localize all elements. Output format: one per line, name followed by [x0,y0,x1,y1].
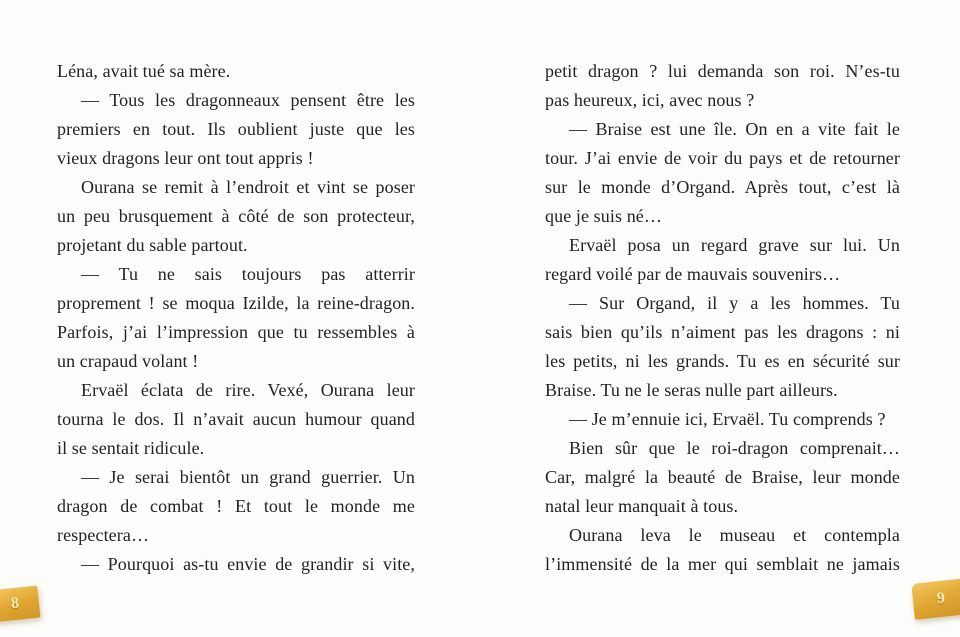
text-line: il se sentait ridicule. [57,438,205,458]
text-line: Braise. Tu ne le seras nulle part ailleurs. [545,380,838,400]
text-line: un crapaud volant ! [57,351,199,371]
page-right-text-column [545,57,900,579]
text-line: que je suis né… [545,206,662,226]
text-line: — Sur Organd, il y a les hommes. Tu [569,293,900,313]
page-number-badge-right [911,578,960,620]
text-line: — Pourquoi as-tu envie de grandir si vite, [81,554,415,574]
text-line: petit dragon ? lui demanda son roi. N’es-tu [545,61,900,81]
text-line: Parfois, j’ai l’impression que tu ressembles à [57,322,415,342]
text-line: — Tu ne sais toujours pas atterrir [81,264,415,284]
text-line: tour. J’ai envie de voir du pays et de retourner [545,148,900,168]
text-line: un peu brusquement à côté de son protecteur, [57,206,415,226]
text-line: Car, malgré la beauté de Braise, leur monde [545,467,900,487]
text-line: premiers en tout. Ils oublient juste que les [57,119,415,139]
text-line: sais bien qu’ils n’aiment pas les dragons : ni [545,322,900,342]
text-line: dragon de combat ! Et tout le monde me [57,496,415,516]
text-line: regard voilé par de mauvais souvenirs… [545,264,841,284]
page-number-right: 9 [936,589,946,608]
text-line: Bien sûr que le roi-dragon comprenait… [569,438,900,458]
page-number-badge-left [0,586,41,623]
text-line: tourna le dos. Il n’avait aucun humour quand [57,409,415,429]
text-line: — Tous les dragonneaux pensent être les [81,90,415,110]
text-line: — Je serai bientôt un grand guerrier. Un [81,467,415,487]
text-line: sur le monde d’Organd. Après tout, c’est là [545,177,900,197]
page-left-text-column [57,57,415,579]
text-line: respectera… [57,525,150,545]
text-line: proprement ! se moqua Izilde, la reine-dragon. [57,293,415,313]
text-line: natal leur manquait à tous. [545,496,739,516]
text-line: Ourana leva le museau et contempla [569,525,900,545]
text-line: Ervaël éclata de rire. Vexé, Ourana leur [81,380,415,400]
text-line: l’immensité de la mer qui semblait ne jamais [545,554,900,574]
page-number-left: 8 [10,594,20,613]
text-line: vieux dragons leur ont tout appris ! [57,148,314,168]
text-line: Léna, avait tué sa mère. [57,61,231,81]
text-line: Ervaël posa un regard grave sur lui. Un [569,235,900,255]
text-line: projetant du sable partout. [57,235,248,255]
text-line: pas heureux, ici, avec nous ? [545,90,755,110]
text-line: Ourana se remit à l’endroit et vint se poser [81,177,415,197]
text-line: — Je m’ennuie ici, Ervaël. Tu comprends ? [569,409,886,429]
text-line: — Braise est une île. On en a vite fait le [569,119,900,139]
text-line: les petits, ni les grands. Tu es en sécurité sur [545,351,900,371]
